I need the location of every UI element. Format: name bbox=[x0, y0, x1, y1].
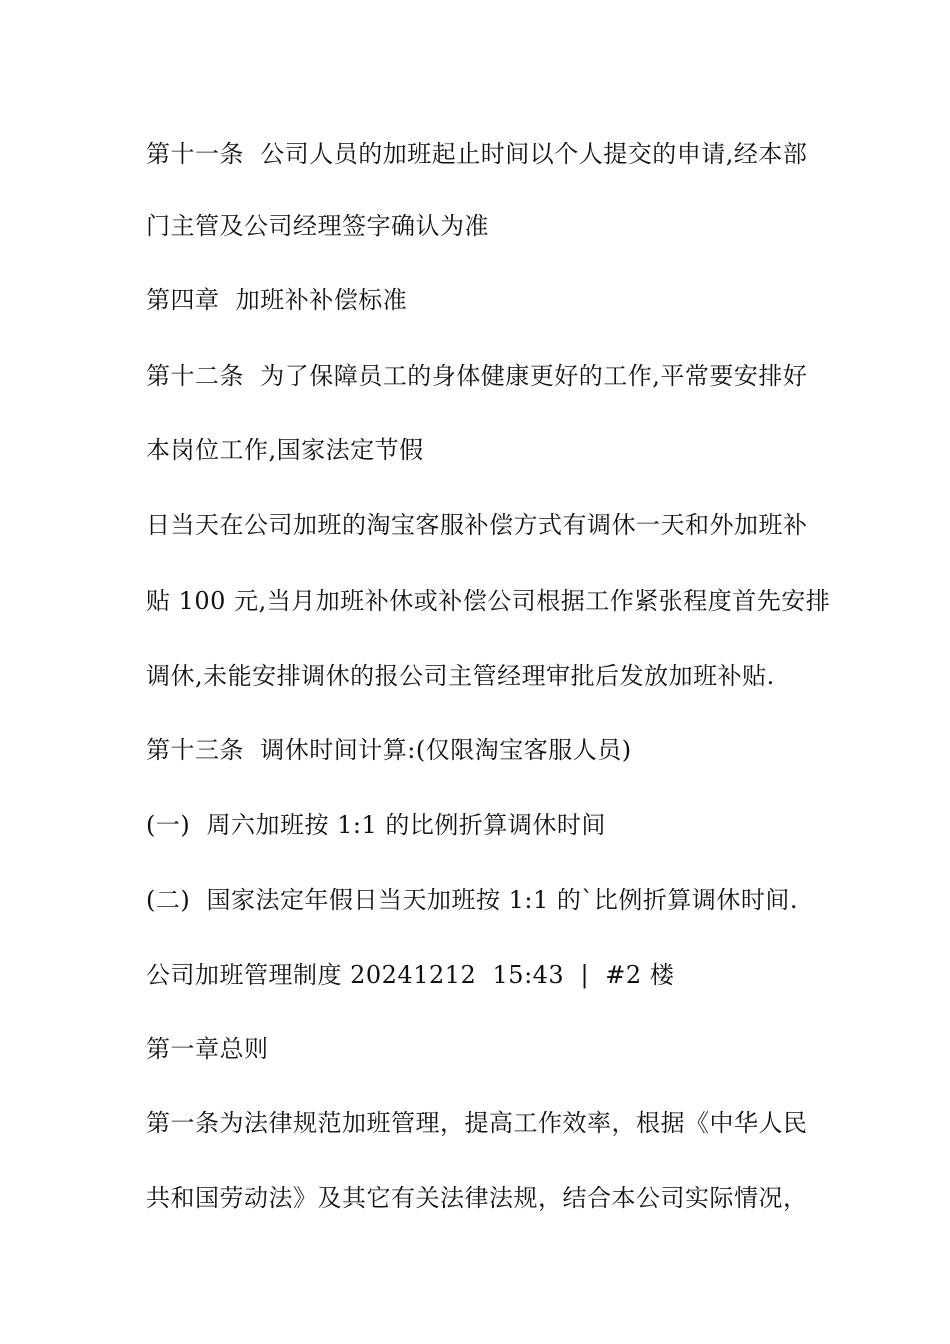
text-line: 本岗位工作,国家法定节假 bbox=[146, 436, 424, 464]
text-line: 调休,未能安排调休的报公司主管经理审批后发放加班补贴. bbox=[146, 662, 775, 690]
list-item: (二) 国家法定年假日当天加班按 1:1 的`比例折算调休时间. bbox=[146, 886, 798, 914]
section-heading: 第四章 加班补补偿标准 bbox=[146, 286, 408, 314]
text-line: 第十三条 调休时间计算:(仅限淘宝客服人员) bbox=[146, 736, 632, 764]
text-line: 第一条为法律规范加班管理，提高工作效率，根据《中华人民 bbox=[146, 1109, 808, 1137]
post-header: 公司加班管理制度 20241212 15:43 | #2 楼 bbox=[146, 961, 675, 989]
chapter-heading: 第一章总则 bbox=[146, 1035, 269, 1063]
text-line: 共和国劳动法》及其它有关法律法规，结合本公司实际情况， bbox=[146, 1184, 808, 1212]
text-line: 第十二条 为了保障员工的身体健康更好的工作,平常要安排好 bbox=[146, 362, 808, 390]
text-line: 贴 100 元,当月加班补休或补偿公司根据工作紧张程度首先安排 bbox=[146, 587, 831, 615]
text-line: 第十一条 公司人员的加班起止时间以个人提交的申请,经本部 bbox=[146, 140, 808, 168]
list-item: (一) 周六加班按 1:1 的比例折算调休时间 bbox=[146, 811, 606, 839]
text-line: 日当天在公司加班的淘宝客服补偿方式有调休一天和外加班补 bbox=[146, 511, 808, 539]
text-line: 门主管及公司经理签字确认为准 bbox=[146, 212, 489, 240]
